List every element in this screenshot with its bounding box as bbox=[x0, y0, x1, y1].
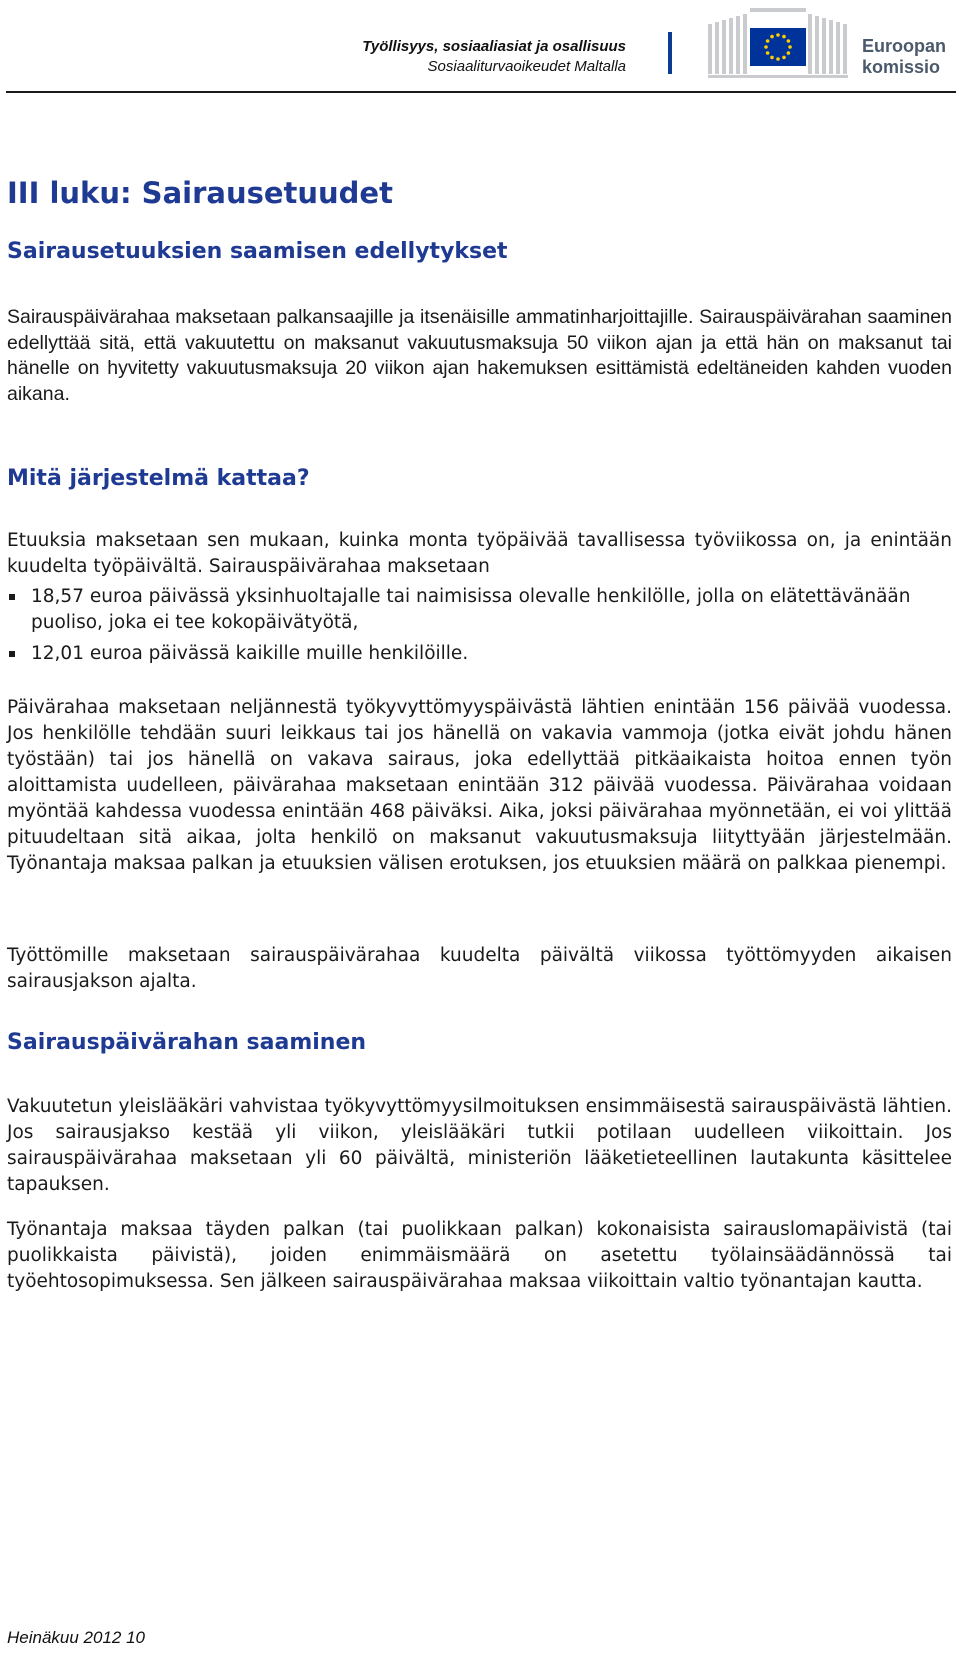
chapter-title: III luku: Sairausetuudet bbox=[7, 176, 393, 210]
header-subtitle: Sosiaaliturvaoikeudet Maltalla bbox=[427, 58, 626, 75]
eu-star bbox=[770, 56, 774, 60]
eu-star bbox=[787, 39, 791, 43]
obtaining-paragraph-2: Työnantaja maksaa täyden palkan (tai puolikkaan palkan) kokonaisista sairauslomapäivistä (tai puolikkaista päivistä), joiden enimmäismäärä on asetettu työlainsäädännössä tai työehtosopimuksessa. Sen jälkeen sairauspäivärahaa maksaa viikoittain valtio työnantajan kautta. bbox=[7, 1219, 952, 1292]
conditions-paragraph: Sairauspäivärahaa maksetaan palkansaajille ja itsenäisille ammatinharjoittajille. Sairauspäivärahan saaminen edellyttää sitä, että vakuutettu on maksanut vakuutusmaksuja 50 viikon ajan ja että hän on maksanut tai hänelle on hyvitetty vakuutusmaksuja 20 viikon ajan hakemuksen esittämistä edeltäneiden kahden vuoden aikana. bbox=[7, 306, 952, 405]
obtaining-paragraph-1: Vakuutetun yleislääkäri vahvistaa työkyvyttömyysilmoituksen ensimmäisestä sairauspäivästä lähtien. Jos sairausjakso kestää yli viikon, yleislääkäri tutkii potilaan uudelleen viikoittain. Jos sairauspäivärahaa maksetaan yli 60 päivältä, ministeriön lääketieteellinen lautakunta käsittelee tapauksen. bbox=[7, 1096, 952, 1195]
eu-star bbox=[764, 45, 768, 49]
section-heading-obtaining: Sairauspäivärahan saaminen bbox=[7, 1030, 367, 1055]
eu-star bbox=[776, 33, 780, 37]
page-header bbox=[0, 0, 960, 94]
header-department: Työllisyys, sosiaaliasiat ja osallisuus bbox=[362, 38, 626, 55]
eu-star bbox=[782, 35, 786, 39]
eu-star bbox=[782, 56, 786, 60]
list-item: 18,57 euroa päivässä yksinhuoltajalle tai naimisissa olevalle henkilölle, jolla on elätettävänään puoliso, joka ei tee kokopäivätyötä, bbox=[7, 584, 952, 636]
page-footer: Heinäkuu 2012 10 bbox=[7, 1628, 146, 1647]
logo-name-line2: komissio bbox=[862, 57, 941, 77]
list-item: 12,01 euroa päivässä kaikille muille henkilöille. bbox=[7, 641, 952, 667]
eu-star bbox=[770, 35, 774, 39]
eu-star bbox=[766, 39, 770, 43]
eu-star bbox=[766, 51, 770, 55]
logo-name-line1: Euroopan bbox=[862, 36, 946, 56]
coverage-intro: Etuuksia maksetaan sen mukaan, kuinka monta työpäivää tavallisessa työviikossa on, ja enintään kuudelta työpäivältä. Sairauspäivärahaa maksetaan bbox=[7, 530, 952, 577]
coverage-paragraph-3: Työttömille maksetaan sairauspäivärahaa kuudelta päivältä viikossa työttömyyden aikaisen sairausjakson ajalta. bbox=[7, 945, 952, 992]
eu-flag-icon bbox=[708, 2, 858, 80]
header-rule bbox=[6, 91, 956, 93]
benefit-list bbox=[7, 584, 952, 672]
eu-star bbox=[787, 51, 791, 55]
eu-star bbox=[788, 45, 792, 49]
section-heading-conditions: Sairausetuuksien saamisen edellytykset bbox=[7, 239, 508, 264]
eu-star bbox=[776, 57, 780, 61]
section-heading-coverage: Mitä järjestelmä kattaa? bbox=[7, 466, 310, 491]
coverage-paragraph-2: Päivärahaa maksetaan neljännestä työkyvyttömyyspäivästä lähtien enintään 156 päivää vuodessa. Jos henkilölle tehdään suuri leikkaus tai jos hänellä on vakavia vammoja (jotka eivät johdu hänen työstään) tai jos hänellä on vakava sairaus, joka edellyttää pitkäaikaista hoitoa ennen työn aloittamista uudelleen, päivärahaa maksetaan enintään 312 päivää vuodessa. Päivärahaa voidaan myöntää kahdessa vuodessa enintään 468 päiväksi. Aika, joksi päivärahaa myönnetään, ei voi ylittää pituudeltaan sitä aikaa, jolta henkilö on maksanut vakuutusmaksuja liityttyään järjestelmään. Työnantaja maksaa palkan ja etuuksien välisen erotuksen, jos etuuksien määrä on palkkaa pienempi. bbox=[7, 697, 952, 874]
commission-logo-text bbox=[862, 36, 946, 78]
header-divider bbox=[668, 32, 672, 74]
